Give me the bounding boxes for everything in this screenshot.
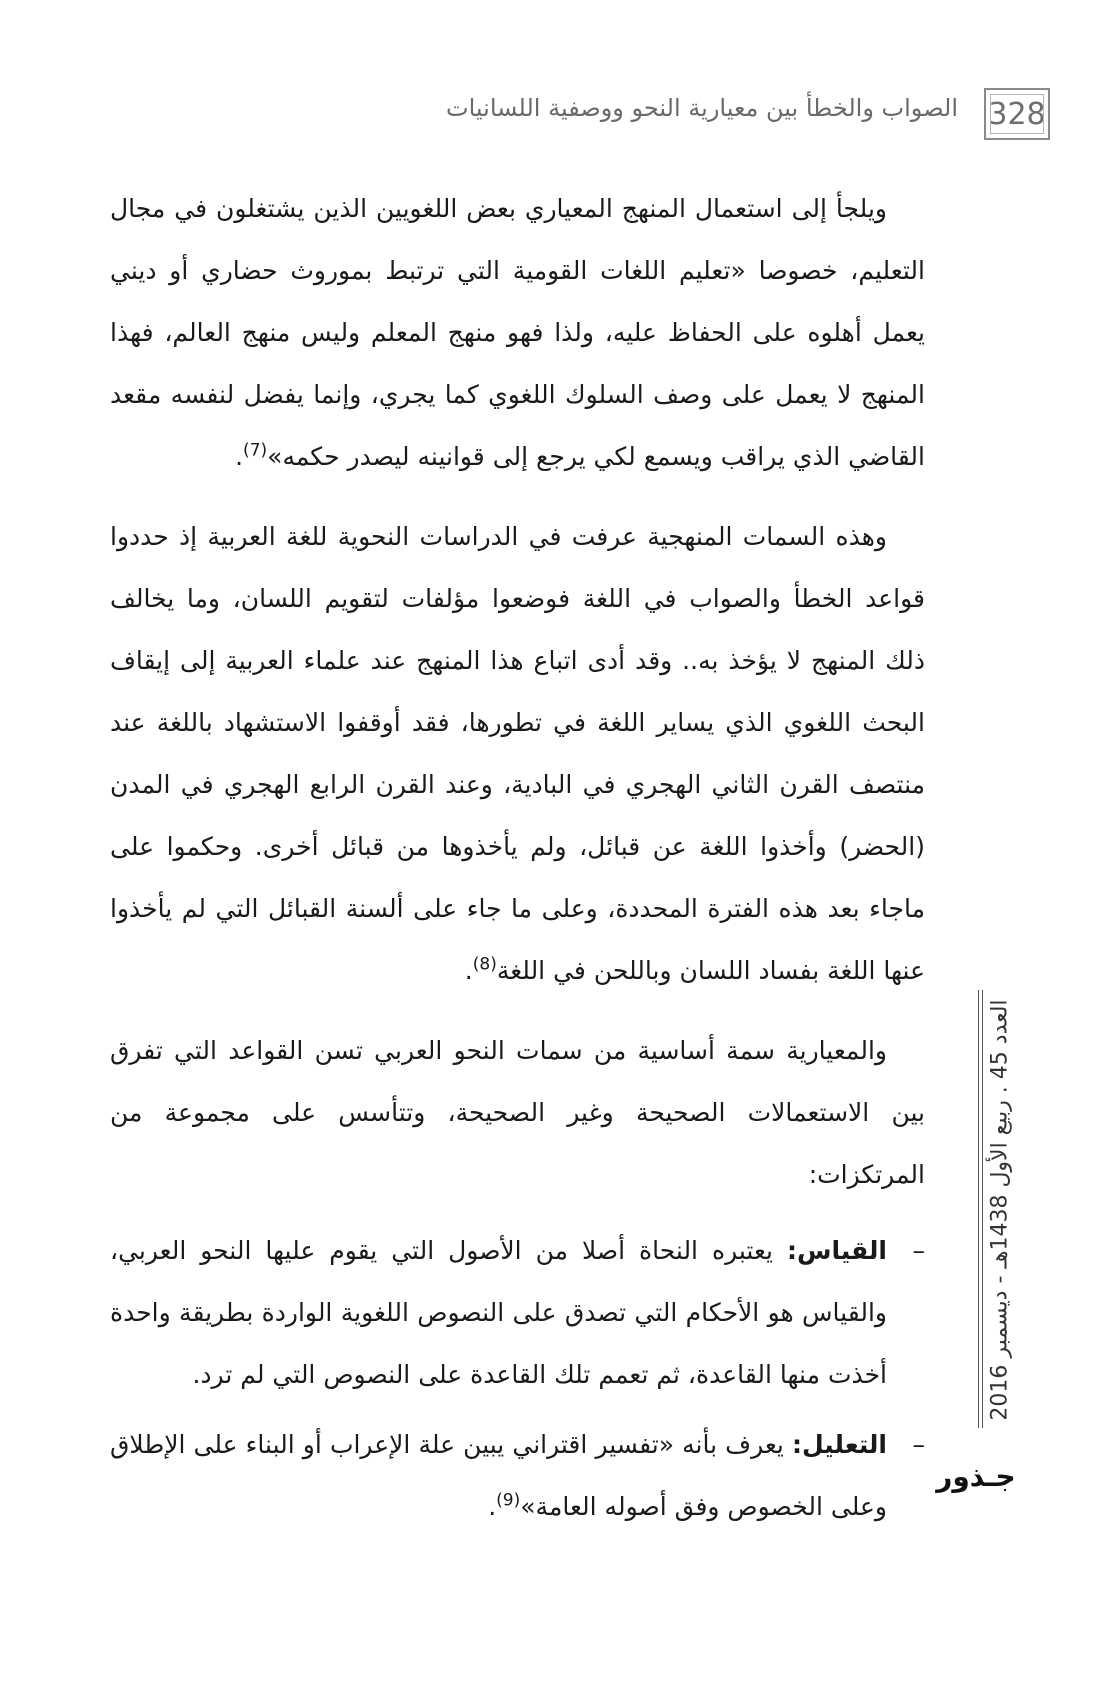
page-number-inner-frame: [990, 94, 1044, 134]
list-dash: –: [912, 1430, 925, 1459]
paragraph-2: وهذه السمات المنهجية عرفت في الدراسات النحوية للغة العربية إذ حددوا قواعد الخطأ والصواب في اللغة فوضعوا مؤلفات لتقويم اللسان، وما يخالف ذلك المنهج لا يؤخذ به.. وقد أدى اتباع هذا المنهج عند علماء العربية إلى إيقاف البحث اللغوي الذي يساير اللغة في تطورها، فقد أوقفوا الاستشهاد باللغة عند منتصف القرن الثاني الهجري في البادية، وعند القرن الرابع الهجري في المدن (الحضر) وأخذوا اللغة عن قبائل، ولم يأخذوها من قبائل أخرى. وحكموا على ماجاء بعد هذه الفترة المحددة، وعلى ما جاء على ألسنة القبائل التي لم يأخذوا عنها اللغة بفساد اللسان وباللحن في اللغة$^{(8)}$.: [110, 522, 925, 985]
issue-info: العدد 45 . ربيع الأول 1438هـ - ديسمبر 2016: [987, 999, 1013, 1421]
footnote-ref-9[interactable]: (9): [496, 1490, 521, 1511]
definition-qiyas: يعتبره النحاة أصلا من الأصول التي يقوم عليها النحو العربي، والقياس هو الأحكام التي تصدق على النصوص اللغوية الواردة بطريقة واحدة أخذت منها القاعدة، ثم تعمم تلك القاعدة على النصوص التي لم ترد.: [110, 1236, 887, 1389]
term-qiyas: القياس:: [786, 1236, 887, 1265]
sidebar-rule-left: [978, 990, 979, 1428]
journal-logo: جـذور: [936, 1459, 1016, 1493]
page-number: 328: [988, 96, 1046, 132]
list-item-talil: – التعليل: يعرف بأنه «تفسير اقتراني يبين علة الإعراب أو البناء على الإطلاق وعلى الخصوص وفق أصوله العامة»$^{(9)}$.: [110, 1414, 925, 1538]
paragraph-1-text: ويلجأ إلى استعمال المنهج المعياري بعض اللغويين الذين يشتغلون في مجال التعليم، خصوصا «تعليم اللغات القومية التي ترتبط بموروث حضاري أو ديني يعمل أهلوه على الحفاظ عليه، ولذا فهو منهج المعلم وليس منهج العالم، فهذا المنهج لا يعمل على وصف السلوك اللغوي كما يجري، وإنما يفضل لنفسه مقعد القاضي الذي يراقب ويسمع لكي يرجع إلى قوانينه ليصدر حكمه»: [110, 194, 925, 471]
sidebar-rule-right: [982, 990, 983, 1428]
list-item-qiyas: [110, 1220, 925, 1406]
running-title: الصواب والخطأ بين معيارية النحو ووصفية اللسانيات: [445, 94, 958, 122]
page-number-box: [984, 88, 1050, 140]
term-talil: التعليل:: [792, 1430, 887, 1459]
footnote-ref-8[interactable]: (8): [472, 954, 497, 975]
page-header: [110, 88, 1050, 144]
article-body: [110, 178, 925, 1546]
footnote-ref-7[interactable]: (7): [243, 440, 268, 461]
paragraph-3: والمعيارية سمة أساسية من سمات النحو العربي تسن القواعد التي تفرق بين الاستعمالات الصحيحة وغير الصحيحة، وتتأسس على مجموعة من المرتكزات:: [110, 1036, 925, 1189]
definition-talil: يعرف بأنه «تفسير اقتراني يبين علة الإعراب أو البناء على الإطلاق وعلى الخصوص وفق أصوله العامة»: [110, 1430, 887, 1521]
paragraph-2-text: وهذه السمات المنهجية عرفت في الدراسات النحوية للغة العربية إذ حددوا قواعد الخطأ والصواب في اللغة فوضعوا مؤلفات لتقويم اللسان، وما يخالف ذلك المنهج لا يؤخذ به.. وقد أدى اتباع هذا المنهج عند علماء العربية إلى إيقاف البحث اللغوي الذي يساير اللغة في تطورها، فقد أوقفوا الاستشهاد باللغة عند منتصف القرن الثاني الهجري في البادية، وعند القرن الرابع الهجري في المدن (الحضر) وأخذوا اللغة عن قبائل، ولم يأخذوها من قبائل أخرى. وحكموا على ماجاء بعد هذه الفترة المحددة، وعلى ما جاء على ألسنة القبائل التي لم يأخذوا عنها اللغة بفساد اللسان وباللحن في اللغة: [110, 522, 925, 985]
list-dash: –: [912, 1236, 925, 1265]
paragraph-1: ويلجأ إلى استعمال المنهج المعياري بعض اللغويين الذين يشتغلون في مجال التعليم، خصوصا «تعليم اللغات القومية التي ترتبط بموروث حضاري أو ديني يعمل أهلوه على الحفاظ عليه، ولذا فهو منهج المعلم وليس منهج العالم، فهذا المنهج لا يعمل على وصف السلوك اللغوي كما يجري، وإنما يفضل لنفسه مقعد القاضي الذي يراقب ويسمع لكي يرجع إلى قوانينه ليصدر حكمه»$^{(7)}$.: [110, 194, 925, 471]
